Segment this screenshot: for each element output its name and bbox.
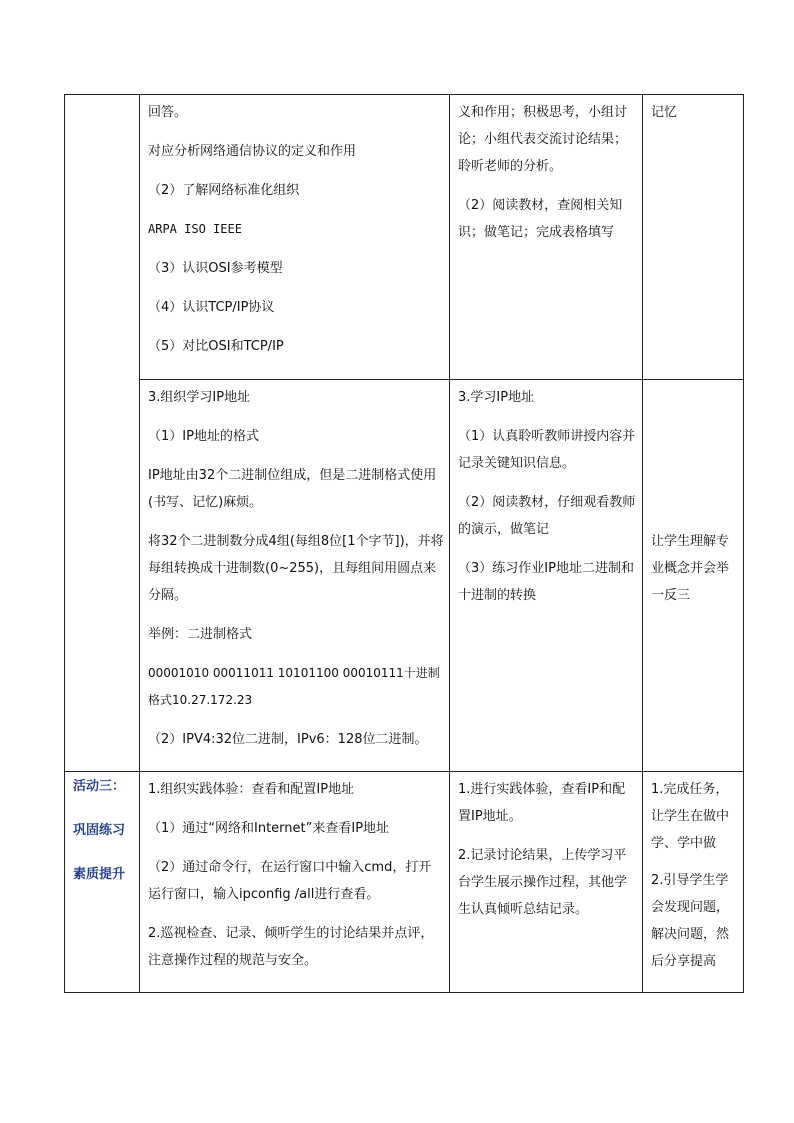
text-line: （2）通过命令行，在运行窗口中输入cmd，打开运行窗口，输入ipconfig /all进行查看。: [148, 860, 432, 902]
teacher-activity-cell: [140, 772, 450, 993]
text-line: 回答。: [148, 105, 188, 120]
text-line: （3）认识OSI参考模型: [148, 261, 283, 276]
text-line: 00001010 00011011 10101100 00010111十进制格式10.27.172.23: [148, 666, 440, 707]
text-line: （1）认真聆听教师讲授内容并记录关键知识信息。: [458, 429, 636, 471]
teacher-activity-cell: [140, 95, 450, 380]
text-line: 2.引导学生学会发现问题，解决问题，然后分享提高: [651, 873, 730, 969]
text-line: 1.进行实践体验，查看IP和配置IP地址。: [458, 782, 626, 824]
text-line: 让学生理解专业概念并会举一反三: [651, 534, 730, 603]
text-line: ARPA ISO IEEE: [148, 222, 242, 236]
text-line: 3.学习IP地址: [458, 390, 535, 405]
text-line: 3.组织学习IP地址: [148, 390, 251, 405]
design-intent-cell: [643, 772, 744, 993]
student-activity-cell: [450, 772, 643, 993]
text-line: （5）对比OSI和TCP/IP: [148, 339, 284, 354]
teacher-activity-cell: [140, 380, 450, 772]
student-activity-cell: [450, 95, 643, 380]
text-line: （1）IP地址的格式: [148, 429, 259, 444]
text-line: （2）了解网络标准化组织: [148, 183, 300, 198]
table-row: [65, 772, 744, 993]
activity-label-cell: [65, 772, 140, 993]
activity-label: 素质提升: [73, 867, 126, 882]
text-line: （3）练习作业IP地址二进制和十进制的转换: [458, 561, 634, 603]
text-line: （2）IPV4:32位二进制，IPv6：128位二进制。: [148, 732, 428, 747]
text-line: （2）阅读教材，查阅相关知识；做笔记；完成表格填写: [458, 198, 623, 240]
text-line: 对应分析网络通信协议的定义和作用: [148, 144, 357, 159]
activity-label: 活动三：: [73, 779, 126, 794]
table-row: [65, 95, 744, 380]
text-line: 1.完成任务，让学生在做中学、学中做: [651, 782, 730, 851]
text-line: 1.组织实践体验：查看和配置IP地址: [148, 782, 355, 797]
text-line: 记忆: [651, 105, 678, 120]
student-activity-cell: [450, 380, 643, 772]
text-line: 2.巡视检查、记录、倾听学生的讨论结果并点评，注意操作过程的规范与安全。: [148, 926, 434, 968]
activity-label: 巩固练习: [73, 823, 126, 838]
text-line: （4）认识TCP/IP协议: [148, 300, 275, 315]
text-line: 2.记录讨论结果，上传学习平台学生展示操作过程，其他学生认真倾听总结记录。: [458, 848, 628, 917]
design-intent-cell: [643, 380, 744, 772]
text-line: （1）通过“网络和Internet”来查看IP地址: [148, 821, 390, 836]
lesson-plan-table: [64, 94, 744, 993]
text-line: IP地址由32个二进制位组成，但是二进制格式使用(书写、记忆)麻烦。: [148, 468, 437, 510]
text-line: （2）阅读教材，仔细观看教师的演示，做笔记: [458, 495, 636, 537]
text-line: 举例：二进制格式: [148, 627, 253, 642]
text-line: 将32个二进制数分成4组(每组8位[1个字节])，并将每组转换成十进制数(0~255)，且每组间用圆点来分隔。: [148, 534, 444, 603]
table-row: [65, 380, 744, 772]
text-line: 义和作用；积极思考，小组讨论；小组代表交流讨论结果；聆听老师的分析。: [458, 105, 628, 174]
activity-cell-empty: [65, 95, 140, 772]
design-intent-cell: [643, 95, 744, 380]
